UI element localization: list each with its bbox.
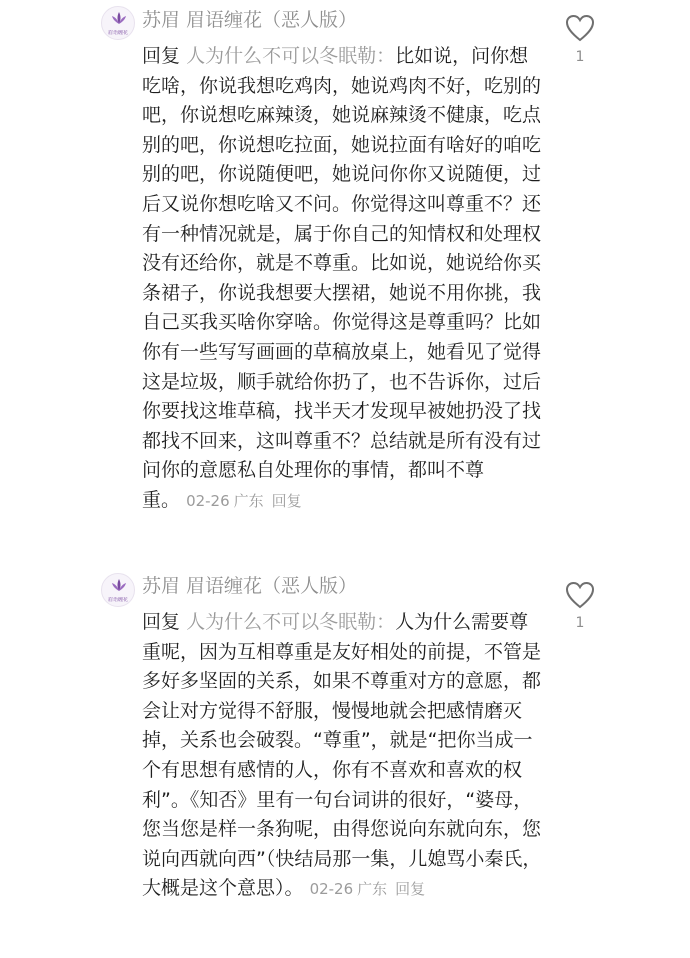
avatar[interactable]	[101, 6, 135, 40]
reply-prefix: 回复	[142, 45, 181, 67]
comment-text: 比如说，问你想吃啥，你说我想吃鸡肉，她说鸡肉不好，吃别的吧，你说想吃麻辣烫，她说麻辣烫不健康，吃点别的吧，你说想吃拉面，她说拉面有啥好的咱吃别的吧，你说随便吧，她说问你你又说随便，过后又说你想吃啥又不问。你觉得这叫尊重不？还有一种情况就是，属于你自己的知情权和处理权没有还给你，就是不尊重。比如说，她说给你买条裙子，你说我想要大摆裙，她说不用你挑，我自己买我买啥你穿啥。你觉得这是尊重吗？比如你有一些写写画画的草稿放桌上，她看见了觉得这是垃圾，顺手就给你扔了，也不告诉你，过后你要找这堆草稿，找半天才发现早被她扔没了找都找不回来，这叫尊重不？总结就是所有没有过问你的意愿私自处理你的事情，都叫不尊重。	[142, 45, 542, 511]
avatar-caption: 眉语缠花	[107, 597, 128, 603]
comment-meta	[310, 880, 430, 898]
reply-button[interactable]: 回复	[271, 491, 302, 510]
avatar[interactable]	[101, 573, 135, 607]
comment-date: 02-26	[309, 880, 354, 899]
comment-meta	[186, 492, 306, 510]
reply-target-user[interactable]: 人为什么不可以冬眠勒：	[186, 45, 396, 67]
comment-text: 人为什么需要尊重呢，因为互相尊重是友好相处的前提，不管是多好多坚固的关系，如果不尊重对方的意愿，都会让对方觉得不舒服，慢慢地就会把感情磨灭掉，关系也会破裂。“尊重”，就是“把你当成一个有思想有感情的人，你有不喜欢和喜欢的权利”。《知否》里有一句台词讲的很好，“婆母，您当您是样一条狗呢，由得您说向东就向东，您说向西就向西”（快结局那一集，儿媳骂小秦氏，大概是这个意思）。	[142, 611, 542, 900]
heart-outline-icon[interactable]	[564, 13, 596, 43]
reply-button[interactable]: 回复	[395, 880, 426, 899]
like-count: 1	[575, 49, 585, 65]
lotus-logo-icon	[110, 578, 128, 594]
comment-author[interactable]: 苏眉 眉语缠花（恶人版）	[142, 575, 358, 597]
comment-date: 02-26	[186, 491, 230, 510]
avatar-caption: 眉语缠花	[107, 30, 128, 36]
comment-location: 广东	[357, 880, 388, 899]
reply-prefix: 回复	[142, 611, 181, 633]
comment-body	[142, 42, 542, 517]
heart-outline-icon[interactable]	[564, 580, 596, 610]
comment-body	[142, 608, 542, 905]
lotus-logo-icon	[110, 11, 128, 27]
comment-location: 广东	[233, 491, 264, 510]
reply-target-user[interactable]: 人为什么不可以冬眠勒：	[186, 611, 396, 633]
like-count: 1	[575, 615, 585, 631]
comment-author[interactable]: 苏眉 眉语缠花（恶人版）	[142, 9, 358, 31]
